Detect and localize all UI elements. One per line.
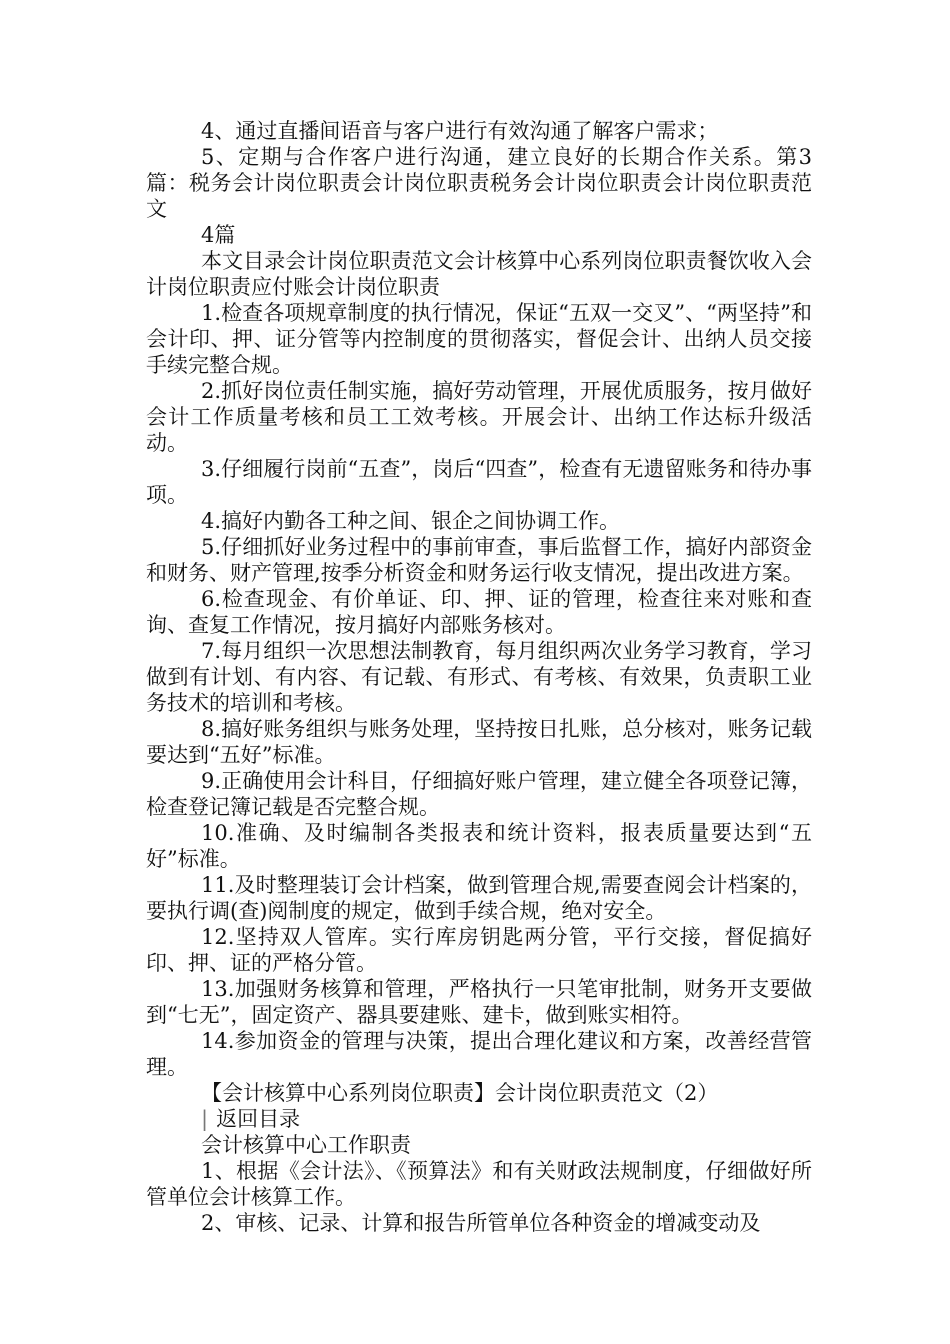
paragraph: 4篇 — [201, 223, 236, 247]
paragraph: 1.检查各项规章制度的执行情况，保证“五双一交叉”、“两坚持”和会计印、押、证分管等内控制度的贯彻落实，督促会计、出纳人员交接手续完整合规。 — [146, 301, 812, 377]
paragraph: 9.正确使用会计科目，仔细搞好账户管理，建立健全各项登记簿，检查登记簿记载是否完整合规。 — [146, 769, 812, 819]
divider-bar: | — [201, 1107, 209, 1131]
paragraph: 8.搞好账务组织与账务处理，坚持按日扎账，总分核对，账务记载要达到“五好”标准。 — [146, 717, 812, 767]
paragraph: 3.仔细履行岗前“五查”，岗后“四查”，检查有无遗留账务和待办事项。 — [146, 457, 812, 507]
paragraph: 7.每月组织一次思想法制教育，每月组织两次业务学习教育，学习做到有计划、有内容、有记载、有形式、有考核、有效果，负责职工业务技术的培训和考核。 — [146, 639, 812, 715]
paragraph: 11.及时整理装订会计档案，做到管理合规,需要查阅会计档案的，要执行调(查)阅制度的规定，做到手续合规，绝对安全。 — [146, 873, 812, 923]
return-link-label[interactable]: 返回目录 — [216, 1107, 301, 1131]
paragraph: 1、根据《会计法》、《预算法》和有关财政法规制度，仔细做好所管单位会计核算工作。 — [146, 1159, 812, 1209]
paragraph: 12.坚持双人管库。实行库房钥匙两分管，平行交接，督促搞好印、押、证的严格分管。 — [146, 925, 812, 975]
paragraph: 4.搞好内勤各工种之间、银企之间协调工作。 — [201, 509, 621, 533]
paragraph: 5、定期与合作客户进行沟通，建立良好的长期合作关系。第3篇：税务会计岗位职责会计岗位职责税务会计岗位职责会计岗位职责范文 — [146, 145, 812, 221]
paragraph: 4、通过直播间语音与客户进行有效沟通了解客户需求； — [201, 119, 719, 143]
paragraph: 5.仔细抓好业务过程中的事前审查，事后监督工作，搞好内部资金和财务、财产管理,按季分析资金和财务运行收支情况，提出改进方案。 — [146, 535, 812, 585]
paragraph: 2、审核、记录、计算和报告所管单位各种资金的增减变动及 — [201, 1211, 761, 1235]
paragraph: 14.参加资金的管理与决策，提出合理化建议和方案，改善经营管理。 — [146, 1029, 812, 1079]
paragraph: 13.加强财务核算和管理，严格执行一只笔审批制，财务开支要做到“七无”，固定资产、器具要建账、建卡，做到账实相符。 — [146, 977, 812, 1027]
paragraph: 2.抓好岗位责任制实施，搞好劳动管理，开展优质服务，按月做好会计工作质量考核和员工工效考核。开展会计、出纳工作达标升级活动。 — [146, 379, 812, 455]
paragraph: 10.准确、及时编制各类报表和统计资料，报表质量要达到“五好”标准。 — [146, 821, 812, 871]
paragraph: 6.检查现金、有价单证、印、押、证的管理，检查往来对账和查询、查复工作情况，按月搞好内部账务核对。 — [146, 587, 812, 637]
section-heading: 【会计核算中心系列岗位职责】会计岗位职责范文（2） — [201, 1081, 719, 1105]
return-to-contents-link[interactable] — [146, 1106, 812, 1132]
subheading: 会计核算中心工作职责 — [201, 1133, 411, 1157]
paragraph: 本文目录会计岗位职责范文会计核算中心系列岗位职责餐饮收入会计岗位职责应付账会计岗位职责 — [146, 249, 812, 299]
document-body — [146, 118, 812, 1236]
